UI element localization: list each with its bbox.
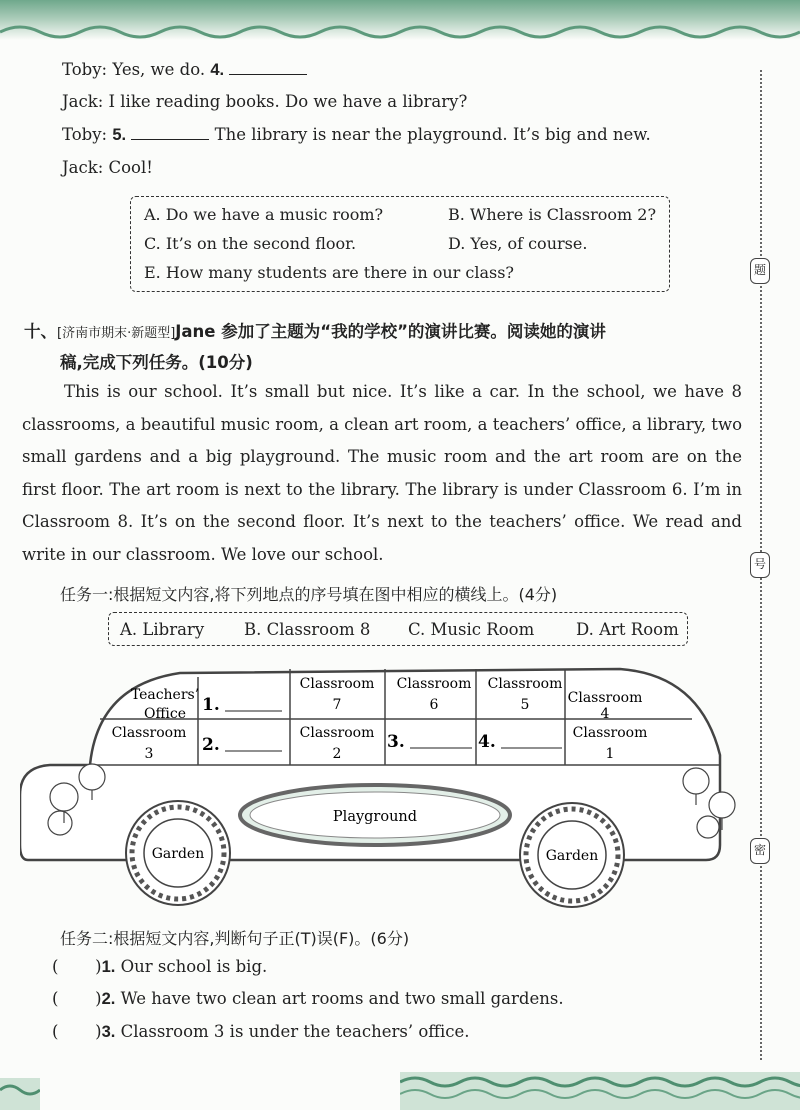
task1-option-d: D. Art Room xyxy=(576,620,679,639)
svg-text:2: 2 xyxy=(332,746,342,762)
svg-text:Classroom: Classroom xyxy=(299,725,375,741)
task1-instruction: 任务一:根据短文内容,将下列地点的序号填在图中相应的横线上。(4分) xyxy=(60,585,558,604)
option-d: D. Yes, of course. xyxy=(448,234,588,253)
judgement-item: ( )1. Our school is big. xyxy=(52,957,268,976)
dialogue-line: Jack: Cool! xyxy=(62,158,153,177)
bottom-left-decoration xyxy=(0,1078,40,1110)
garden-right-wheel xyxy=(520,803,624,907)
dialogue-line: Toby: Yes, we do. 4. xyxy=(62,60,307,80)
playground-label: Playground xyxy=(332,809,418,825)
task1-option-a: A. Library xyxy=(120,620,205,639)
reading-passage: This is our school. It’s small but nice. It’s like a car. In the school, we have 8 classrooms, a beautiful music room, a clean art room, a teachers’ office, a library, two small gardens and a big playground. The music room and the art room are on the first floor. The art room is next to the library. The library is under Classroom 6. I’m in Classroom 8. It’s on the second floor. It’s next to the teachers’ office. We read and write in our classroom. We love our school. xyxy=(22,382,742,564)
option-c: C. It’s on the second floor. xyxy=(144,234,357,253)
task1-option-c: C. Music Room xyxy=(408,620,535,639)
room-label: Teachers’ xyxy=(130,687,200,703)
answer-bracket[interactable]: ( ) xyxy=(52,957,102,976)
blank-number: 5. xyxy=(112,126,127,144)
task2-instruction: 任务二:根据短文内容,判断句子正(T)误(F)。(6分) xyxy=(60,929,410,948)
top-wave-decoration xyxy=(0,22,800,42)
svg-text:Classroom: Classroom xyxy=(299,676,375,692)
answer-bracket[interactable]: ( ) xyxy=(52,989,102,1008)
svg-text:Classroom: Classroom xyxy=(396,676,472,692)
judgement-item: ( )2. We have two clean art rooms and two small gardens. xyxy=(52,989,564,1008)
svg-text:Classroom: Classroom xyxy=(487,676,563,692)
svg-text:6: 6 xyxy=(429,697,439,713)
blank-number: 4. xyxy=(210,61,225,79)
option-a: A. Do we have a music room? xyxy=(144,205,384,224)
blank-number: 2. xyxy=(202,735,220,755)
blank-number: 3. xyxy=(387,732,405,752)
svg-text:Classroom: Classroom xyxy=(572,725,648,741)
school-diagram xyxy=(20,655,760,915)
svg-text:7: 7 xyxy=(332,697,342,713)
section-title-line2: 稿,完成下列任务。(10分) xyxy=(60,353,253,372)
side-mark: 密 xyxy=(750,838,770,864)
room-label: Office xyxy=(143,706,187,722)
blank-number: 4. xyxy=(478,732,496,752)
svg-text:1: 1 xyxy=(605,746,615,762)
svg-text:Classroom: Classroom xyxy=(111,725,187,741)
svg-text:Classroom: Classroom xyxy=(567,690,643,706)
dialogue-line: Toby: 5. The library is near the playground. It’s big and new. xyxy=(62,125,651,144)
side-mark: 号 xyxy=(750,552,770,578)
svg-text:3: 3 xyxy=(144,746,154,762)
task1-option-b: B. Classroom 8 xyxy=(244,620,371,639)
garden-label: Garden xyxy=(151,846,205,862)
svg-text:5: 5 xyxy=(520,697,530,713)
section-title: 十、[济南市期末·新题型]Jane 参加了主题为“我的学校”的演讲比赛。阅读她的演讲 xyxy=(24,322,606,341)
dialogue-line: Jack: I like reading books. Do we have a library? xyxy=(62,92,468,111)
garden-label: Garden xyxy=(545,848,599,864)
blank-number: 1. xyxy=(202,695,220,715)
judgement-item: ( )3. Classroom 3 is under the teachers’ office. xyxy=(52,1022,470,1041)
answer-blank[interactable] xyxy=(229,60,307,75)
garden-left-wheel xyxy=(126,801,230,905)
side-mark: 题 xyxy=(750,258,770,284)
answer-bracket[interactable]: ( ) xyxy=(52,1022,102,1041)
answer-blank[interactable] xyxy=(131,125,209,140)
option-e: E. How many students are there in our class? xyxy=(144,263,514,282)
svg-text:4: 4 xyxy=(600,706,610,722)
option-b: B. Where is Classroom 2? xyxy=(448,205,657,224)
bottom-wave-decoration xyxy=(400,1072,800,1110)
